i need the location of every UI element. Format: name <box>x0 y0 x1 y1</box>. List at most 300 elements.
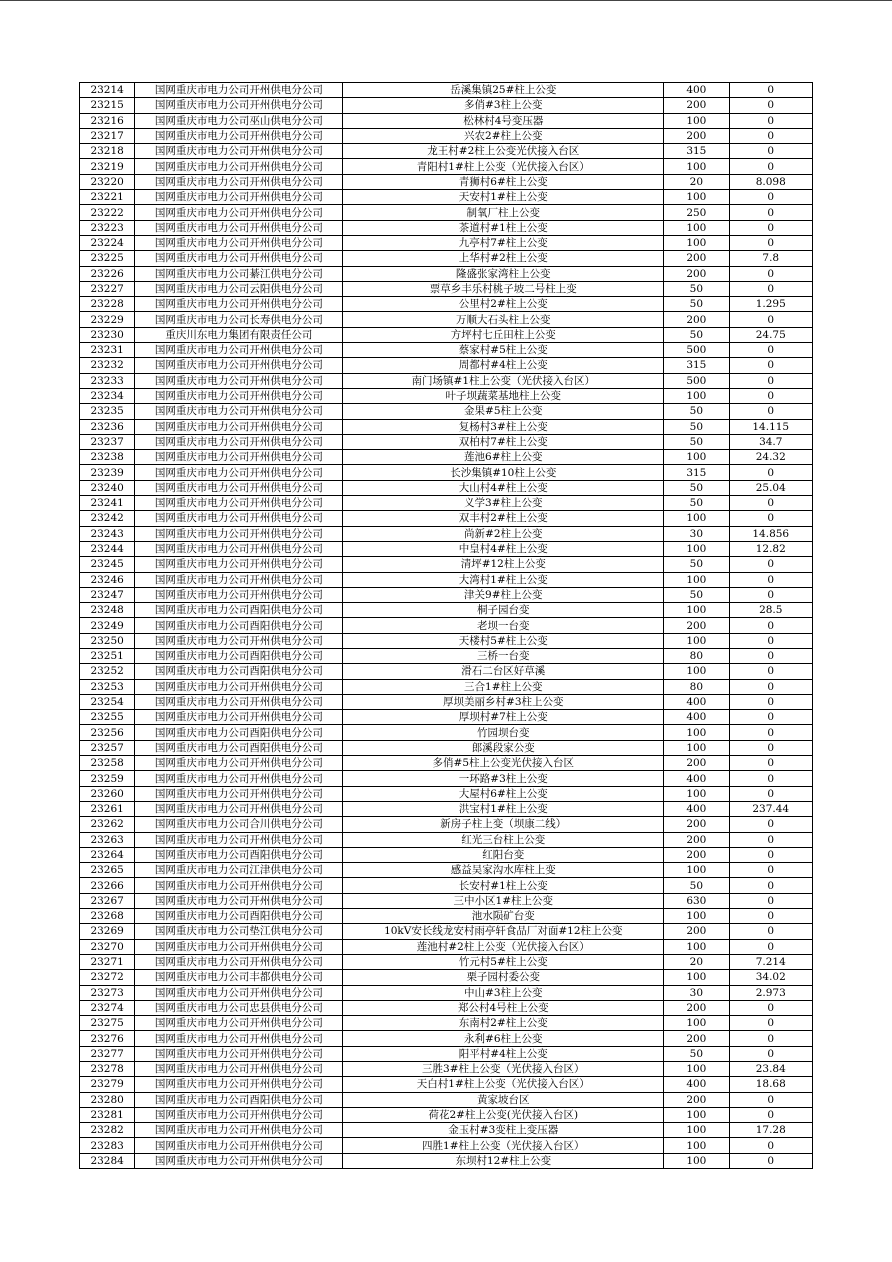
row-value: 34.02 <box>729 970 812 985</box>
row-company: 国网重庆市电力公司开州供电分公司 <box>135 98 343 113</box>
row-value: 0 <box>729 190 812 205</box>
row-capacity: 400 <box>664 1077 729 1092</box>
row-value: 0 <box>729 939 812 954</box>
table-row <box>80 939 813 954</box>
row-value: 24.32 <box>729 450 812 465</box>
row-transformer-name: 长沙集镇#10柱上公变 <box>343 465 664 480</box>
row-capacity: 100 <box>664 1123 729 1138</box>
row-value: 0 <box>729 159 812 174</box>
row-value: 0 <box>729 863 812 878</box>
row-company: 国网重庆市电力公司垫江供电分公司 <box>135 924 343 939</box>
row-transformer-name: 复杨村3#柱上公变 <box>343 419 664 434</box>
row-id: 23273 <box>80 985 135 1000</box>
row-transformer-name: 东坝村12#柱上公变 <box>343 1153 664 1168</box>
row-transformer-name: 叶子坝蔬菜基地柱上公变 <box>343 388 664 403</box>
row-capacity: 100 <box>664 633 729 648</box>
row-id: 23282 <box>80 1123 135 1138</box>
row-id: 23277 <box>80 1046 135 1061</box>
row-value: 0 <box>729 1107 812 1122</box>
row-id: 23234 <box>80 388 135 403</box>
row-id: 23222 <box>80 205 135 220</box>
row-capacity: 315 <box>664 144 729 159</box>
row-id: 23275 <box>80 1016 135 1031</box>
row-value: 0 <box>729 740 812 755</box>
row-company: 国网重庆市电力公司开州供电分公司 <box>135 159 343 174</box>
table-row <box>80 924 813 939</box>
row-transformer-name: 周都村#4柱上公变 <box>343 358 664 373</box>
row-transformer-name: 郑公村4号柱上公变 <box>343 1000 664 1015</box>
row-value: 0 <box>729 465 812 480</box>
row-company: 国网重庆市电力公司开州供电分公司 <box>135 1031 343 1046</box>
row-capacity: 100 <box>664 511 729 526</box>
table-row <box>80 832 813 847</box>
row-transformer-name: 红阳台变 <box>343 847 664 862</box>
row-capacity: 50 <box>664 480 729 495</box>
row-company: 国网重庆市电力公司开州供电分公司 <box>135 1046 343 1061</box>
table-row <box>80 694 813 709</box>
row-capacity: 50 <box>664 419 729 434</box>
table-row <box>80 985 813 1000</box>
table-row <box>80 557 813 572</box>
row-capacity: 100 <box>664 863 729 878</box>
table-row <box>80 465 813 480</box>
row-company: 国网重庆市电力公司开州供电分公司 <box>135 878 343 893</box>
row-transformer-name: 多俏#5柱上公变光伏接入台区 <box>343 756 664 771</box>
row-capacity: 200 <box>664 1000 729 1015</box>
row-value: 0 <box>729 496 812 511</box>
row-transformer-name: 老坝一台变 <box>343 618 664 633</box>
table-row <box>80 327 813 342</box>
row-transformer-name: 青狮村6#柱上公变 <box>343 174 664 189</box>
table-row <box>80 572 813 587</box>
row-company: 国网重庆市电力公司开州供电分公司 <box>135 710 343 725</box>
row-transformer-name: 荷花2#柱上公变(光伏接入台区) <box>343 1107 664 1122</box>
row-id: 23278 <box>80 1062 135 1077</box>
row-id: 23265 <box>80 863 135 878</box>
row-value: 0 <box>729 771 812 786</box>
table-row <box>80 909 813 924</box>
row-transformer-name: 三中小区1#柱上公变 <box>343 893 664 908</box>
row-value: 0 <box>729 281 812 296</box>
row-transformer-name: 尚新#2柱上公变 <box>343 526 664 541</box>
table-row <box>80 312 813 327</box>
row-value: 7.214 <box>729 954 812 969</box>
row-capacity: 100 <box>664 786 729 801</box>
row-transformer-name: 公里村2#柱上公变 <box>343 297 664 312</box>
row-id: 23214 <box>80 83 135 98</box>
row-value: 0 <box>729 878 812 893</box>
table-row <box>80 1107 813 1122</box>
table-row <box>80 251 813 266</box>
row-company: 国网重庆市电力公司开州供电分公司 <box>135 954 343 969</box>
table-row <box>80 450 813 465</box>
row-value: 28.5 <box>729 603 812 618</box>
row-company: 国网重庆市电力公司开州供电分公司 <box>135 939 343 954</box>
row-transformer-name: 制氧厂柱上公变 <box>343 205 664 220</box>
row-capacity: 200 <box>664 98 729 113</box>
row-capacity: 200 <box>664 128 729 143</box>
row-company: 国网重庆市电力公司开州供电分公司 <box>135 235 343 250</box>
row-company: 国网重庆市电力公司开州供电分公司 <box>135 220 343 235</box>
row-id: 23225 <box>80 251 135 266</box>
row-id: 23217 <box>80 128 135 143</box>
row-id: 23239 <box>80 465 135 480</box>
row-capacity: 100 <box>664 1153 729 1168</box>
row-value: 0 <box>729 1000 812 1015</box>
table-row <box>80 205 813 220</box>
row-company: 国网重庆市电力公司丰都供电分公司 <box>135 970 343 985</box>
row-company: 国网重庆市电力公司酉阳供电分公司 <box>135 603 343 618</box>
row-value: 25.04 <box>729 480 812 495</box>
row-id: 23241 <box>80 496 135 511</box>
table-row <box>80 1031 813 1046</box>
row-capacity: 200 <box>664 832 729 847</box>
row-id: 23279 <box>80 1077 135 1092</box>
row-capacity: 50 <box>664 878 729 893</box>
table-row <box>80 113 813 128</box>
row-value: 18.68 <box>729 1077 812 1092</box>
row-value: 0 <box>729 358 812 373</box>
row-value: 0 <box>729 404 812 419</box>
row-capacity: 50 <box>664 327 729 342</box>
table-row <box>80 388 813 403</box>
table-row <box>80 970 813 985</box>
table-row <box>80 817 813 832</box>
row-id: 23235 <box>80 404 135 419</box>
table-row <box>80 511 813 526</box>
row-id: 23220 <box>80 174 135 189</box>
row-value: 0 <box>729 832 812 847</box>
row-company: 国网重庆市电力公司酉阳供电分公司 <box>135 648 343 663</box>
row-capacity: 200 <box>664 251 729 266</box>
row-id: 23216 <box>80 113 135 128</box>
row-value: 0 <box>729 618 812 633</box>
row-company: 国网重庆市电力公司开州供电分公司 <box>135 587 343 602</box>
row-company: 国网重庆市电力公司开州供电分公司 <box>135 480 343 495</box>
row-transformer-name: 竹元村5#柱上公变 <box>343 954 664 969</box>
row-company: 国网重庆市电力公司开州供电分公司 <box>135 190 343 205</box>
row-capacity: 500 <box>664 343 729 358</box>
row-transformer-name: 池水陨矿台变 <box>343 909 664 924</box>
row-id: 23233 <box>80 373 135 388</box>
row-capacity: 100 <box>664 970 729 985</box>
row-transformer-name: 天楼村5#柱上公变 <box>343 633 664 648</box>
row-capacity: 315 <box>664 358 729 373</box>
row-company: 国网重庆市电力公司开州供电分公司 <box>135 358 343 373</box>
table-row <box>80 220 813 235</box>
row-value: 0 <box>729 1092 812 1107</box>
table-row <box>80 343 813 358</box>
row-value: 0 <box>729 725 812 740</box>
row-company: 国网重庆市电力公司开州供电分公司 <box>135 756 343 771</box>
row-capacity: 50 <box>664 404 729 419</box>
row-id: 23246 <box>80 572 135 587</box>
row-id: 23232 <box>80 358 135 373</box>
row-id: 23267 <box>80 893 135 908</box>
row-transformer-name: 票草乡丰乐村桃子坡二号柱上变 <box>343 281 664 296</box>
row-company: 国网重庆市电力公司开州供电分公司 <box>135 251 343 266</box>
row-value: 0 <box>729 343 812 358</box>
row-value: 0 <box>729 847 812 862</box>
row-capacity: 400 <box>664 694 729 709</box>
row-id: 23256 <box>80 725 135 740</box>
row-capacity: 400 <box>664 83 729 98</box>
row-value: 0 <box>729 220 812 235</box>
row-capacity: 20 <box>664 174 729 189</box>
row-id: 23224 <box>80 235 135 250</box>
table-row <box>80 603 813 618</box>
row-transformer-name: 大湾村1#柱上公变 <box>343 572 664 587</box>
table-row <box>80 526 813 541</box>
row-company: 国网重庆市电力公司开州供电分公司 <box>135 83 343 98</box>
row-company: 国网重庆市电力公司酉阳供电分公司 <box>135 664 343 679</box>
row-value: 0 <box>729 128 812 143</box>
table-row <box>80 1016 813 1031</box>
row-capacity: 200 <box>664 756 729 771</box>
row-value: 0 <box>729 266 812 281</box>
row-capacity: 100 <box>664 664 729 679</box>
table-row <box>80 878 813 893</box>
row-value: 14.856 <box>729 526 812 541</box>
table-row <box>80 128 813 143</box>
row-id: 23231 <box>80 343 135 358</box>
row-company: 国网重庆市电力公司开州供电分公司 <box>135 832 343 847</box>
row-capacity: 100 <box>664 541 729 556</box>
row-value: 0 <box>729 694 812 709</box>
row-transformer-name: 茶道村#1柱上公变 <box>343 220 664 235</box>
row-value: 0 <box>729 83 812 98</box>
row-company: 国网重庆市电力公司开州供电分公司 <box>135 511 343 526</box>
row-capacity: 50 <box>664 434 729 449</box>
row-value: 0 <box>729 633 812 648</box>
row-id: 23250 <box>80 633 135 648</box>
row-value: 0 <box>729 511 812 526</box>
row-value: 1.295 <box>729 297 812 312</box>
row-capacity: 400 <box>664 710 729 725</box>
row-capacity: 315 <box>664 465 729 480</box>
row-capacity: 100 <box>664 159 729 174</box>
row-capacity: 500 <box>664 373 729 388</box>
row-value: 0 <box>729 664 812 679</box>
row-capacity: 100 <box>664 725 729 740</box>
row-transformer-name: 上华村#2柱上公变 <box>343 251 664 266</box>
table-row <box>80 1046 813 1061</box>
row-id: 23284 <box>80 1153 135 1168</box>
row-id: 23261 <box>80 801 135 816</box>
table-row <box>80 1153 813 1168</box>
row-id: 23283 <box>80 1138 135 1153</box>
row-value: 0 <box>729 756 812 771</box>
row-transformer-name: 津关9#柱上公变 <box>343 587 664 602</box>
row-id: 23245 <box>80 557 135 572</box>
row-id: 23271 <box>80 954 135 969</box>
row-transformer-name: 岳溪集镇25#柱上公变 <box>343 83 664 98</box>
row-id: 23258 <box>80 756 135 771</box>
row-company: 国网重庆市电力公司开州供电分公司 <box>135 1138 343 1153</box>
row-company: 国网重庆市电力公司开州供电分公司 <box>135 679 343 694</box>
row-value: 0 <box>729 786 812 801</box>
row-company: 国网重庆市电力公司开州供电分公司 <box>135 297 343 312</box>
row-company: 国网重庆市电力公司合川供电分公司 <box>135 817 343 832</box>
row-capacity: 100 <box>664 113 729 128</box>
table-row <box>80 1138 813 1153</box>
row-capacity: 50 <box>664 297 729 312</box>
row-value: 0 <box>729 557 812 572</box>
row-capacity: 100 <box>664 450 729 465</box>
row-id: 23262 <box>80 817 135 832</box>
row-capacity: 50 <box>664 496 729 511</box>
row-id: 23219 <box>80 159 135 174</box>
table-row <box>80 404 813 419</box>
row-value: 0 <box>729 710 812 725</box>
row-capacity: 630 <box>664 893 729 908</box>
row-id: 23270 <box>80 939 135 954</box>
table-row <box>80 480 813 495</box>
row-value: 2.973 <box>729 985 812 1000</box>
row-transformer-name: 义学3#柱上公变 <box>343 496 664 511</box>
table-row <box>80 771 813 786</box>
row-value: 12.82 <box>729 541 812 556</box>
row-transformer-name: 三合1#柱上公变 <box>343 679 664 694</box>
row-company: 国网重庆市电力公司开州供电分公司 <box>135 633 343 648</box>
row-id: 23255 <box>80 710 135 725</box>
row-id: 23218 <box>80 144 135 159</box>
row-value: 0 <box>729 572 812 587</box>
row-id: 23280 <box>80 1092 135 1107</box>
row-company: 国网重庆市电力公司开州供电分公司 <box>135 404 343 419</box>
row-id: 23229 <box>80 312 135 327</box>
row-transformer-name: 三桥一台变 <box>343 648 664 663</box>
row-transformer-name: 一环路#3柱上公变 <box>343 771 664 786</box>
table-row <box>80 281 813 296</box>
row-transformer-name: 感益吴家沟水库柱上变 <box>343 863 664 878</box>
row-value: 0 <box>729 1153 812 1168</box>
row-transformer-name: 滑石二台区好草溪 <box>343 664 664 679</box>
row-company: 国网重庆市电力公司开州供电分公司 <box>135 572 343 587</box>
row-id: 23259 <box>80 771 135 786</box>
row-value: 0 <box>729 205 812 220</box>
row-transformer-name: 九亭村7#柱上公变 <box>343 235 664 250</box>
row-capacity: 100 <box>664 572 729 587</box>
row-capacity: 200 <box>664 817 729 832</box>
row-capacity: 100 <box>664 1138 729 1153</box>
row-capacity: 50 <box>664 557 729 572</box>
row-company: 国网重庆市电力公司开州供电分公司 <box>135 771 343 786</box>
row-value: 0 <box>729 1016 812 1031</box>
table-row <box>80 98 813 113</box>
row-company: 国网重庆市电力公司开州供电分公司 <box>135 1107 343 1122</box>
row-value: 0 <box>729 388 812 403</box>
row-transformer-name: 厚坝村#7柱上公变 <box>343 710 664 725</box>
row-id: 23227 <box>80 281 135 296</box>
row-company: 国网重庆市电力公司开州供电分公司 <box>135 144 343 159</box>
row-transformer-name: 双柏村7#柱上公变 <box>343 434 664 449</box>
row-value: 0 <box>729 1031 812 1046</box>
row-id: 23254 <box>80 694 135 709</box>
row-company: 国网重庆市电力公司酉阳供电分公司 <box>135 909 343 924</box>
row-value: 0 <box>729 312 812 327</box>
row-id: 23251 <box>80 648 135 663</box>
row-company: 国网重庆市电力公司江津供电分公司 <box>135 863 343 878</box>
row-capacity: 100 <box>664 1062 729 1077</box>
table-row <box>80 847 813 862</box>
row-capacity: 100 <box>664 939 729 954</box>
row-capacity: 100 <box>664 1016 729 1031</box>
row-capacity: 200 <box>664 618 729 633</box>
row-transformer-name: 南门场镇#1柱上公变（光伏接入台区） <box>343 373 664 388</box>
table-row <box>80 664 813 679</box>
row-company: 国网重庆市电力公司开州供电分公司 <box>135 1123 343 1138</box>
row-transformer-name: 方坪村七丘田柱上公变 <box>343 327 664 342</box>
row-id: 23238 <box>80 450 135 465</box>
table-row <box>80 740 813 755</box>
row-id: 23247 <box>80 587 135 602</box>
row-company: 国网重庆市电力公司开州供电分公司 <box>135 205 343 220</box>
row-transformer-name: 松林村4号变压器 <box>343 113 664 128</box>
row-capacity: 400 <box>664 771 729 786</box>
row-company: 国网重庆市电力公司开州供电分公司 <box>135 557 343 572</box>
table-row <box>80 725 813 740</box>
row-transformer-name: 四胜1#柱上公变（光伏接入台区） <box>343 1138 664 1153</box>
row-value: 0 <box>729 235 812 250</box>
row-capacity: 200 <box>664 312 729 327</box>
row-value: 0 <box>729 1046 812 1061</box>
row-company: 国网重庆市电力公司开州供电分公司 <box>135 1016 343 1031</box>
row-company: 国网重庆市电力公司开州供电分公司 <box>135 174 343 189</box>
row-capacity: 200 <box>664 266 729 281</box>
row-id: 23230 <box>80 327 135 342</box>
row-id: 23249 <box>80 618 135 633</box>
table-row <box>80 159 813 174</box>
row-transformer-name: 竹园坝台变 <box>343 725 664 740</box>
row-value: 0 <box>729 648 812 663</box>
row-transformer-name: 黄家坡台区 <box>343 1092 664 1107</box>
top-rule <box>0 0 892 1</box>
table-row <box>80 297 813 312</box>
row-id: 23237 <box>80 434 135 449</box>
transformer-table <box>79 82 813 1169</box>
table-row <box>80 756 813 771</box>
row-transformer-name: 清坪#12柱上公变 <box>343 557 664 572</box>
row-value: 0 <box>729 893 812 908</box>
row-id: 23263 <box>80 832 135 847</box>
row-id: 23276 <box>80 1031 135 1046</box>
row-id: 23221 <box>80 190 135 205</box>
row-company: 国网重庆市电力公司开州供电分公司 <box>135 496 343 511</box>
row-id: 23248 <box>80 603 135 618</box>
row-id: 23257 <box>80 740 135 755</box>
table-row <box>80 373 813 388</box>
row-company: 国网重庆市电力公司开州供电分公司 <box>135 343 343 358</box>
row-capacity: 400 <box>664 801 729 816</box>
table-row <box>80 954 813 969</box>
row-capacity: 100 <box>664 235 729 250</box>
row-capacity: 200 <box>664 847 729 862</box>
row-transformer-name: 莲池村#2柱上公变（光伏接入台区） <box>343 939 664 954</box>
row-capacity: 30 <box>664 526 729 541</box>
table-row <box>80 144 813 159</box>
row-id: 23236 <box>80 419 135 434</box>
table-row <box>80 679 813 694</box>
row-capacity: 250 <box>664 205 729 220</box>
row-capacity: 200 <box>664 924 729 939</box>
row-company: 国网重庆市电力公司开州供电分公司 <box>135 985 343 1000</box>
row-capacity: 50 <box>664 587 729 602</box>
table-row <box>80 541 813 556</box>
row-company: 重庆川东电力集团有限责任公司 <box>135 327 343 342</box>
row-company: 国网重庆市电力公司开州供电分公司 <box>135 801 343 816</box>
row-value: 0 <box>729 587 812 602</box>
